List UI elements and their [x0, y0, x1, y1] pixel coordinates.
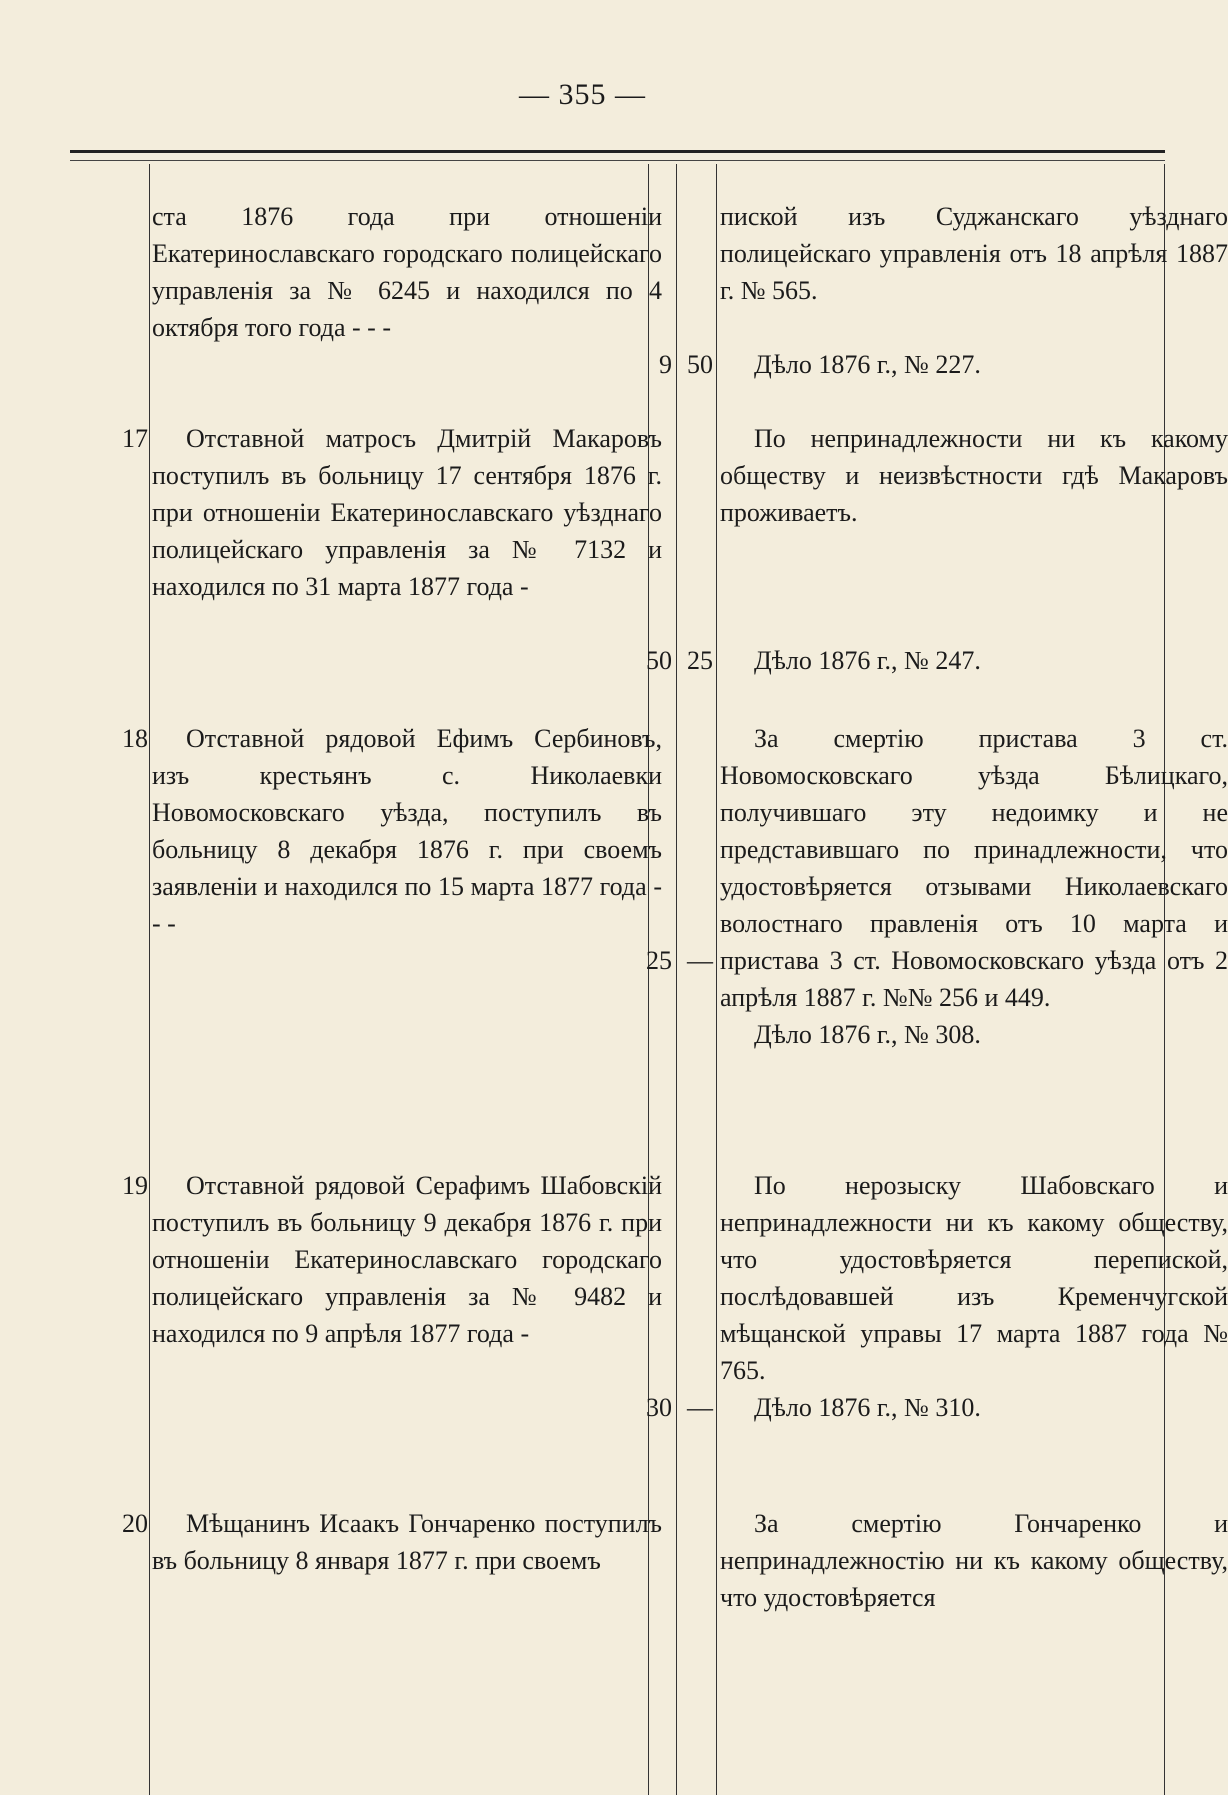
column-divider — [676, 164, 677, 1795]
entry-note: По нерозыску Шабовскаго и непринадлежности ни къ какому обществу, что удостовѣряется перепиской, послѣдовавшей изъ Кременчугской мѣщанской управы 17 марта 1887 года № 765. — [720, 1171, 1228, 1385]
entry-text: Отставной матросъ Дмитрій Макаровъ поступилъ въ больницу 17 сентября 1876 г. при отношеніи Екатеринославскаго уѣзднаго полицейскаго управленія за № 7132 и находился по 31 марта 1877 года - — [152, 424, 662, 601]
entry-text: Мѣщанинъ Исаакъ Гончаренко поступилъ въ больницу 8 января 1877 г. при своемъ — [152, 1509, 662, 1575]
entry-number: 18 — [122, 724, 148, 753]
entry-note: пиской изъ Суджанскаго уѣзднаго полицейскаго управленія отъ 18 апрѣля 1887 г. № 565. — [720, 202, 1228, 305]
entry-note: За смертію пристава 3 ст. Новомосковскаго уѣзда Бѣлицкаго, получившаго эту недоимку и не представившаго по принадлежности, что удостовѣряется отзывами Николаевскаго волостнаго правленія отъ 10 марта и пристава 3 ст. Новомосковскаго уѣзда отъ 2 апрѣля 1887 г. №№ 256 и 449. — [720, 724, 1228, 1012]
ledger-table — [70, 150, 1228, 1795]
amount-kopecks: — — [687, 946, 713, 975]
case-reference: Дѣло 1876 г., № 227. — [754, 350, 981, 379]
amount-rubles: 50 — [646, 646, 672, 675]
column-divider — [716, 164, 717, 1795]
case-reference: Дѣло 1876 г., № 247. — [754, 646, 981, 675]
entry-text: Отставной рядовой Серафимъ Шабовскій поступилъ въ больницу 9 декабря 1876 г. при отношеніи Екатеринославскаго городскаго полицейскаго управленія за № 9482 и находился по 9 апрѣля 1877 года - — [152, 1171, 662, 1348]
table-top-rule-thin — [70, 160, 1165, 161]
entry-number: 20 — [122, 1509, 148, 1538]
entry-note: За смертію Гончаренко и непринадлежностію ни къ какому обществу, что удостовѣряется — [720, 1509, 1228, 1612]
amount-rubles: 30 — [646, 1393, 672, 1422]
amount-rubles: 25 — [646, 946, 672, 975]
entry-number: 17 — [122, 424, 148, 453]
entry-text: ста 1876 года при отношеніи Екатеринославскаго городскаго полицейскаго управленія за № 6245 и находился по 4 октября того года - - - — [152, 202, 662, 342]
amount-rubles: 9 — [659, 350, 672, 379]
amount-kopecks: 50 — [687, 350, 713, 379]
amount-kopecks: 25 — [687, 646, 713, 675]
case-reference: Дѣло 1876 г., № 310. — [754, 1393, 981, 1422]
entry-note: По непринадлежности ни къ какому обществу и неизвѣстности гдѣ Макаровъ проживаетъ. — [720, 424, 1228, 527]
case-reference: Дѣло 1876 г., № 308. — [754, 1020, 981, 1049]
table-top-rule — [70, 150, 1165, 153]
page-number: — 355 — — [519, 78, 646, 111]
entry-text: Отставной рядовой Ефимъ Сербиновъ, изъ крестьянъ с. Николаевки Новомосковскаго уѣзда, поступилъ въ больницу 8 декабря 1876 г. при своемъ заявленіи и находился по 15 марта 1877 года - - - — [152, 724, 662, 938]
column-divider — [149, 164, 150, 1795]
entry-number: 19 — [122, 1171, 148, 1200]
amount-kopecks: — — [687, 1393, 713, 1422]
